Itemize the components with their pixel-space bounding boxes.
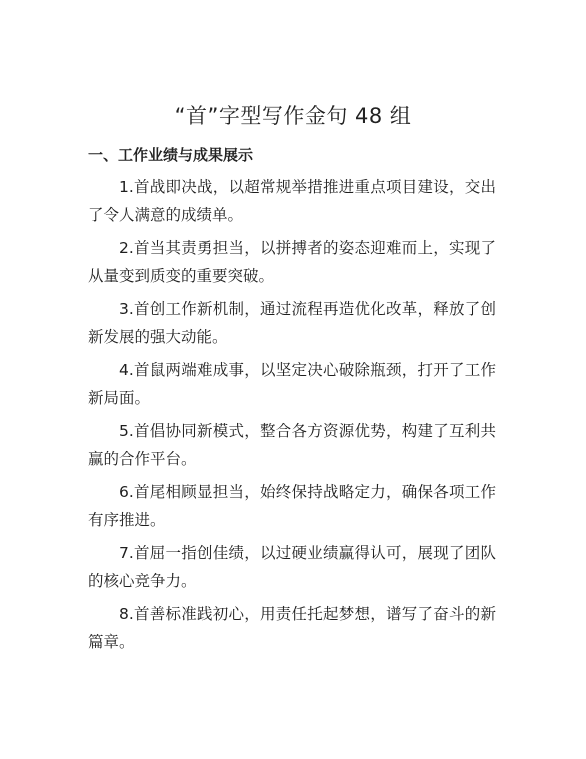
list-item: 2.首当其责勇担当，以拼搏者的姿态迎难而上，实现了从量变到质变的重要突破。 bbox=[88, 239, 496, 285]
document-title: “首”字型写作金句 48 组 bbox=[174, 104, 412, 128]
list-item: 3.首创工作新机制，通过流程再造优化改革，释放了创新发展的强大动能。 bbox=[88, 300, 496, 346]
list-item: 1.首战即决战，以超常规举措推进重点项目建设，交出了令人满意的成绩单。 bbox=[88, 178, 496, 224]
list-item: 6.首尾相顾显担当，始终保持战略定力，确保各项工作有序推进。 bbox=[88, 483, 496, 529]
list-item: 4.首鼠两端难成事，以坚定决心破除瓶颈，打开了工作新局面。 bbox=[88, 361, 496, 407]
list-item: 7.首屈一指创佳绩，以过硬业绩赢得认可，展现了团队的核心竞争力。 bbox=[88, 544, 496, 590]
item-list bbox=[88, 174, 496, 662]
section-heading: 一、工作业绩与成果展示 bbox=[88, 146, 254, 164]
list-item: 5.首倡协同新模式，整合各方资源优势，构建了互利共赢的合作平台。 bbox=[88, 422, 496, 468]
list-item: 8.首善标准践初心，用责任托起梦想，谱写了奋斗的新篇章。 bbox=[88, 605, 496, 651]
